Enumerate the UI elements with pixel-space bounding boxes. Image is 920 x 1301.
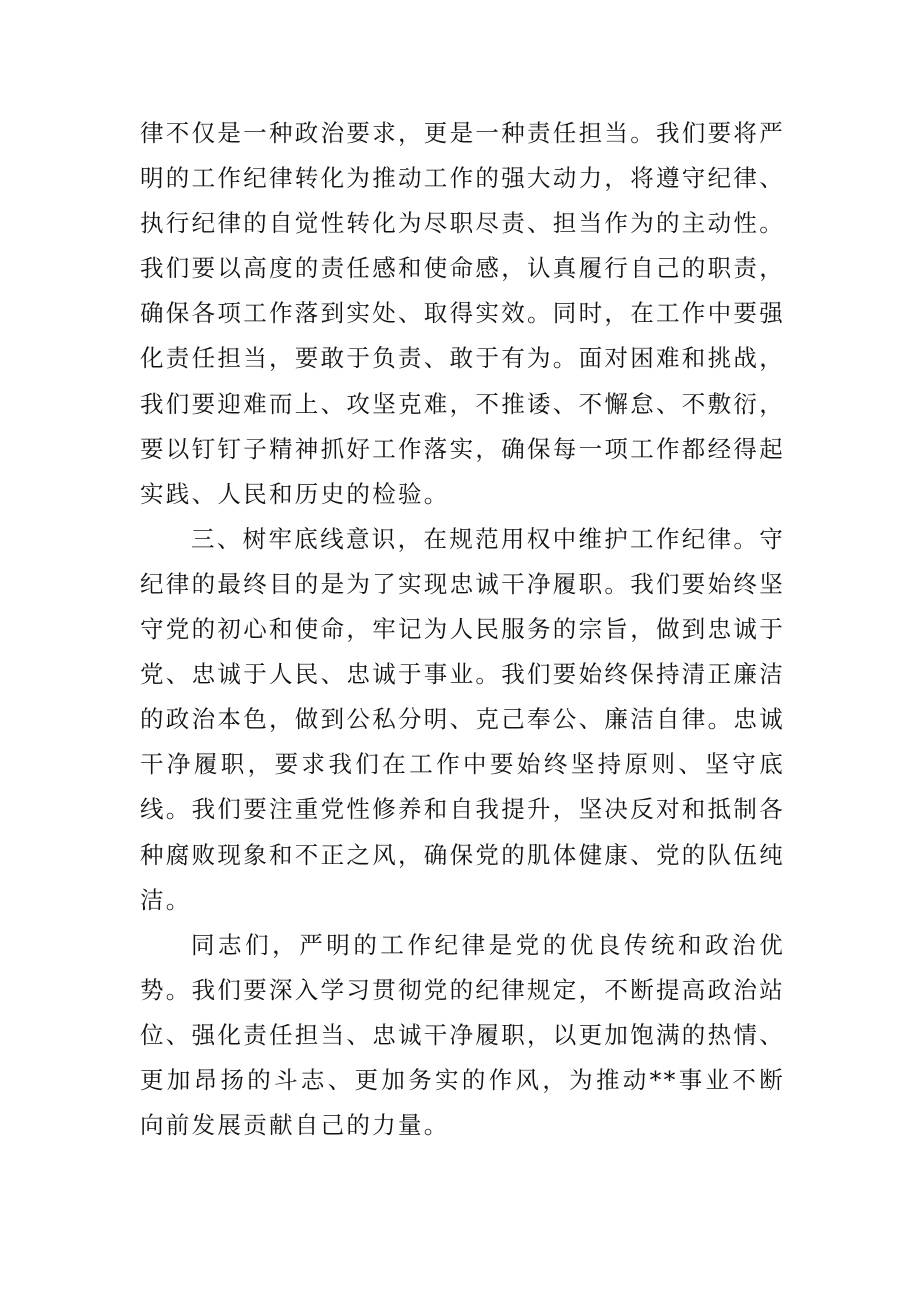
paragraph-closing: 同志们，严明的工作纪律是党的优良传统和政治优势。我们要深入学习贯彻党的纪律规定，不断提高政治站位、强化责任担当、忠诚干净履职，以更加饱满的热情、更加昂扬的斗志、更加务实的作风，为推动**事业不断向前发展贡献自己的力量。 [140,930,785,1140]
paragraph-continuation: 律不仅是一种政治要求，更是一种责任担当。我们要将严明的工作纪律转化为推动工作的强大动力，将遵守纪律、执行纪律的自觉性转化为尽职尽责、担当作为的主动性。我们要以高度的责任感和使命感，认真履行自己的职责，确保各项工作落到实处、取得实效。同时，在工作中要强化责任担当，要敢于负责、敢于有为。面对困难和挑战，我们要迎难而上、攻坚克难，不推诿、不懈怠、不敷衍，要以钉钉子精神抓好工作落实，确保每一项工作都经得起实践、人民和历史的检验。 [140,119,785,508]
paragraph-section-three: 三、树牢底线意识，在规范用权中维护工作纪律。守纪律的最终目的是为了实现忠诚干净履职。我们要始终坚守党的初心和使命，牢记为人民服务的宗旨，做到忠诚于党、忠诚于人民、忠诚于事业。我们要始终保持清正廉洁的政治本色，做到公私分明、克己奉公、廉洁自律。忠诚干净履职，要求我们在工作中要始终坚持原则、坚守底线。我们要注重党性修养和自我提升，坚决反对和抵制各种腐败现象和不正之风，确保党的肌体健康、党的队伍纯洁。 [140,524,785,914]
document-body [140,111,785,1148]
